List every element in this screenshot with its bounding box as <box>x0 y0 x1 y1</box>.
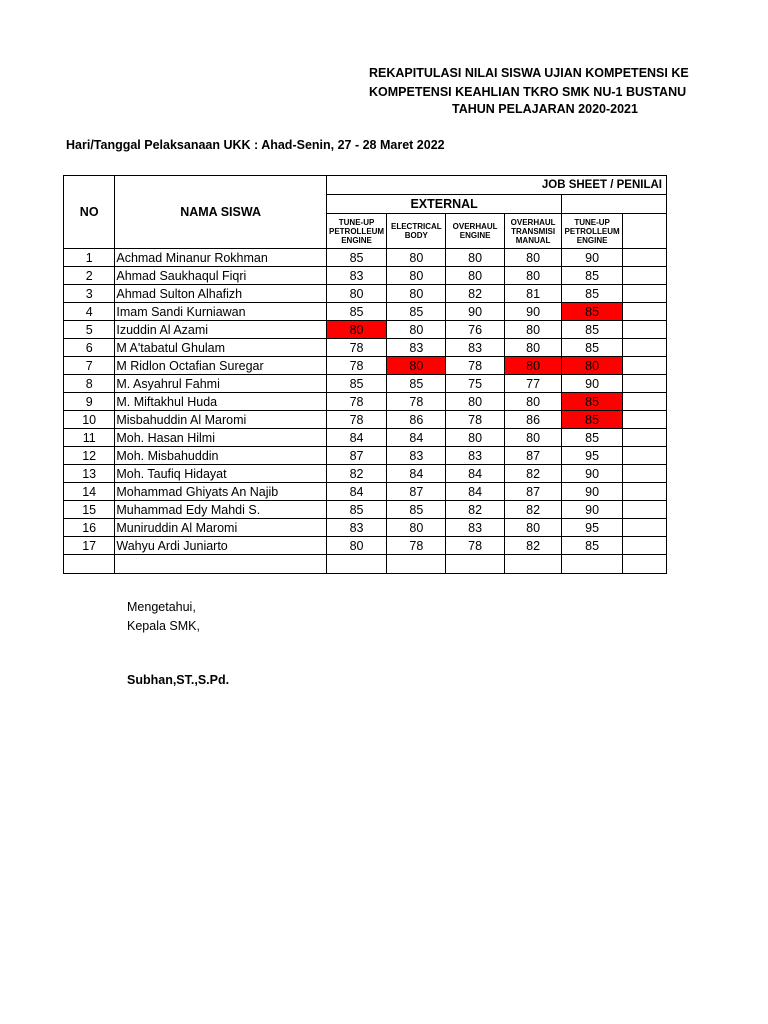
score-cell: 81 <box>504 285 562 303</box>
row-number: 1 <box>64 249 115 267</box>
score-cell: 83 <box>446 447 504 465</box>
row-number: 15 <box>64 501 115 519</box>
score-cell: 85 <box>562 339 622 357</box>
row-number: 11 <box>64 429 115 447</box>
score-cell: 85 <box>562 321 622 339</box>
header-name: NAMA SISWA <box>115 176 326 249</box>
score-cell: 80 <box>387 519 446 537</box>
score-cell: 80 <box>504 249 562 267</box>
row-number: 14 <box>64 483 115 501</box>
student-name: Wahyu Ardi Juniarto <box>115 537 326 555</box>
blank-cell <box>326 555 386 574</box>
row-number: 13 <box>64 465 115 483</box>
score-cell: 82 <box>504 537 562 555</box>
table-row <box>64 483 667 501</box>
blank-cell <box>64 555 115 574</box>
score-cell: 78 <box>446 537 504 555</box>
score-cell: 80 <box>446 267 504 285</box>
score-cell: 80 <box>504 429 562 447</box>
blank-cell <box>622 519 666 537</box>
score-cell: 80 <box>562 357 622 375</box>
table-row <box>64 357 667 375</box>
blank-cell <box>622 411 666 429</box>
score-cell: 84 <box>326 483 386 501</box>
score-cell: 83 <box>326 519 386 537</box>
subheader-overhaul-engine: OVERHAUL ENGINE <box>446 214 504 249</box>
score-table <box>63 175 667 574</box>
row-number: 3 <box>64 285 115 303</box>
blank-cell <box>446 555 504 574</box>
student-name: M. Miftakhul Huda <box>115 393 326 411</box>
score-cell: 86 <box>387 411 446 429</box>
header-job-sheet: JOB SHEET / PENILAI <box>326 176 666 195</box>
score-cell: 83 <box>326 267 386 285</box>
student-name: Moh. Hasan Hilmi <box>115 429 326 447</box>
score-cell: 80 <box>446 249 504 267</box>
blank-cell <box>562 555 622 574</box>
score-cell: 85 <box>562 303 622 321</box>
score-cell: 80 <box>504 267 562 285</box>
student-name: Muhammad Edy Mahdi S. <box>115 501 326 519</box>
score-cell: 82 <box>504 501 562 519</box>
table-row <box>64 447 667 465</box>
score-cell: 80 <box>326 537 386 555</box>
table-row <box>64 267 667 285</box>
score-cell: 80 <box>504 519 562 537</box>
table-row <box>64 339 667 357</box>
execution-date: Hari/Tanggal Pelaksanaan UKK : Ahad-Senin, 27 - 28 Maret 2022 <box>66 138 445 152</box>
student-name: Moh. Misbahuddin <box>115 447 326 465</box>
score-cell: 85 <box>562 411 622 429</box>
blank-cell <box>622 501 666 519</box>
blank-cell <box>622 555 666 574</box>
blank-cell <box>622 375 666 393</box>
score-cell: 85 <box>562 429 622 447</box>
score-cell: 90 <box>562 465 622 483</box>
score-cell: 80 <box>504 339 562 357</box>
student-name: M Ridlon Octafian Suregar <box>115 357 326 375</box>
score-cell: 78 <box>387 537 446 555</box>
score-cell: 78 <box>387 393 446 411</box>
score-cell: 83 <box>387 339 446 357</box>
row-number: 10 <box>64 411 115 429</box>
score-cell: 85 <box>326 375 386 393</box>
score-cell: 83 <box>446 339 504 357</box>
blank-cell <box>622 303 666 321</box>
student-name: Ahmad Saukhaqul Fiqri <box>115 267 326 285</box>
score-cell: 85 <box>562 267 622 285</box>
score-cell: 80 <box>446 429 504 447</box>
score-cell: 80 <box>387 249 446 267</box>
score-cell: 90 <box>562 483 622 501</box>
score-cell: 80 <box>446 393 504 411</box>
blank-cell <box>622 483 666 501</box>
score-cell: 85 <box>562 285 622 303</box>
score-cell: 80 <box>387 267 446 285</box>
header-external: EXTERNAL <box>326 195 562 214</box>
score-cell: 78 <box>446 411 504 429</box>
score-cell: 78 <box>446 357 504 375</box>
score-cell: 84 <box>387 429 446 447</box>
subheader-electrical-body: ELECTRICAL BODY <box>387 214 446 249</box>
row-number: 6 <box>64 339 115 357</box>
score-cell: 95 <box>562 519 622 537</box>
score-cell: 85 <box>387 375 446 393</box>
table-row <box>64 285 667 303</box>
score-cell: 85 <box>562 393 622 411</box>
student-name: Mohammad Ghiyats An Najib <box>115 483 326 501</box>
score-cell: 75 <box>446 375 504 393</box>
blank-cell <box>622 321 666 339</box>
score-cell: 87 <box>387 483 446 501</box>
score-cell: 80 <box>326 321 386 339</box>
score-cell: 78 <box>326 339 386 357</box>
blank-cell <box>622 267 666 285</box>
blank-cell <box>387 555 446 574</box>
row-number: 4 <box>64 303 115 321</box>
score-cell: 84 <box>326 429 386 447</box>
score-cell: 76 <box>446 321 504 339</box>
score-cell: 85 <box>387 303 446 321</box>
blank-cell <box>622 339 666 357</box>
row-number: 16 <box>64 519 115 537</box>
score-cell: 87 <box>504 447 562 465</box>
score-cell: 80 <box>326 285 386 303</box>
score-cell: 85 <box>326 501 386 519</box>
score-cell: 83 <box>387 447 446 465</box>
score-cell: 85 <box>562 537 622 555</box>
student-name: Misbahuddin Al Maromi <box>115 411 326 429</box>
table-row <box>64 537 667 555</box>
blank-cell <box>622 537 666 555</box>
score-cell: 87 <box>326 447 386 465</box>
blank-cell <box>622 429 666 447</box>
table-row <box>64 465 667 483</box>
score-cell: 80 <box>504 357 562 375</box>
score-cell: 80 <box>387 357 446 375</box>
score-cell: 78 <box>326 357 386 375</box>
signature-role: Kepala SMK, <box>127 619 200 633</box>
score-cell: 82 <box>326 465 386 483</box>
score-cell: 85 <box>326 249 386 267</box>
table-row <box>64 411 667 429</box>
score-cell: 82 <box>446 285 504 303</box>
score-cell: 80 <box>387 321 446 339</box>
report-title-line-3: TAHUN PELAJARAN 2020-2021 <box>452 102 638 116</box>
signature-name: Subhan,ST.,S.Pd. <box>127 673 230 687</box>
student-name: Izuddin Al Azami <box>115 321 326 339</box>
score-cell: 80 <box>504 393 562 411</box>
subheader-blank <box>622 214 666 249</box>
header-no: NO <box>64 176 115 249</box>
score-cell: 84 <box>446 465 504 483</box>
student-name: Muniruddin Al Maromi <box>115 519 326 537</box>
table-row <box>64 375 667 393</box>
student-name: M A'tabatul Ghulam <box>115 339 326 357</box>
row-number: 12 <box>64 447 115 465</box>
score-cell: 90 <box>562 501 622 519</box>
row-number: 5 <box>64 321 115 339</box>
blank-cell <box>622 357 666 375</box>
score-cell: 90 <box>446 303 504 321</box>
row-number: 8 <box>64 375 115 393</box>
empty-row <box>64 555 667 574</box>
score-cell: 82 <box>504 465 562 483</box>
subheader-tuneup-1: TUNE-UP PETROLLEUM ENGINE <box>326 214 386 249</box>
blank-cell <box>504 555 562 574</box>
score-cell: 84 <box>446 483 504 501</box>
score-cell: 80 <box>387 285 446 303</box>
table-row <box>64 303 667 321</box>
blank-cell <box>622 447 666 465</box>
student-name: Moh. Taufiq Hidayat <box>115 465 326 483</box>
score-cell: 86 <box>504 411 562 429</box>
header-internal-blank <box>562 195 667 214</box>
score-table-viewport <box>63 175 667 584</box>
score-cell: 83 <box>446 519 504 537</box>
subheader-overhaul-transmisi: OVERHAUL TRANSMISI MANUAL <box>504 214 562 249</box>
student-name: M. Asyahrul Fahmi <box>115 375 326 393</box>
blank-cell <box>622 465 666 483</box>
table-row <box>64 393 667 411</box>
row-number: 9 <box>64 393 115 411</box>
signature-acknowledged: Mengetahui, <box>127 600 196 614</box>
subheader-tuneup-2: TUNE-UP PETROLLEUM ENGINE <box>562 214 622 249</box>
score-cell: 78 <box>326 411 386 429</box>
blank-cell <box>622 285 666 303</box>
row-number: 17 <box>64 537 115 555</box>
score-cell: 85 <box>387 501 446 519</box>
score-cell: 82 <box>446 501 504 519</box>
table-row <box>64 429 667 447</box>
score-cell: 77 <box>504 375 562 393</box>
score-cell: 95 <box>562 447 622 465</box>
score-cell: 85 <box>326 303 386 321</box>
score-cell: 80 <box>504 321 562 339</box>
student-name: Achmad Minanur Rokhman <box>115 249 326 267</box>
table-row <box>64 321 667 339</box>
blank-cell <box>622 249 666 267</box>
score-cell: 90 <box>562 249 622 267</box>
score-cell: 90 <box>562 375 622 393</box>
score-cell: 90 <box>504 303 562 321</box>
report-title-line-1: REKAPITULASI NILAI SISWA UJIAN KOMPETENSI KE <box>369 66 689 80</box>
score-cell: 87 <box>504 483 562 501</box>
score-cell: 78 <box>326 393 386 411</box>
report-title-line-2: KOMPETENSI KEAHLIAN TKRO SMK NU-1 BUSTANU <box>369 85 687 99</box>
row-number: 2 <box>64 267 115 285</box>
blank-cell <box>622 393 666 411</box>
student-name: Imam Sandi Kurniawan <box>115 303 326 321</box>
score-cell: 84 <box>387 465 446 483</box>
blank-cell <box>115 555 326 574</box>
table-row <box>64 519 667 537</box>
table-row <box>64 249 667 267</box>
row-number: 7 <box>64 357 115 375</box>
table-row <box>64 501 667 519</box>
student-name: Ahmad Sulton Alhafizh <box>115 285 326 303</box>
